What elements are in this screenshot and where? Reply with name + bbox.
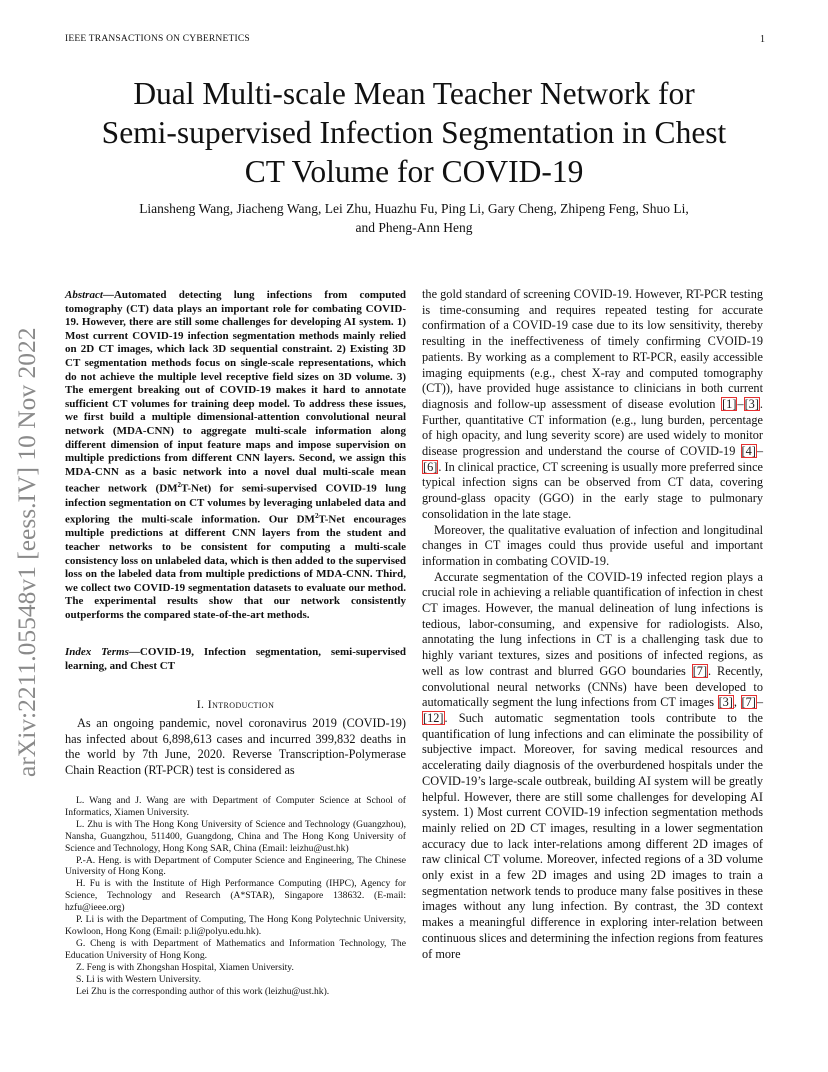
author-line: Liansheng Wang, Jiacheng Wang, Lei Zhu, Huazhu Fu, Ping Li, Gary Cheng, Zhipeng Feng, Shuo Li, [139,201,689,216]
text: , [733,695,741,710]
text: Accurate segmentation of the COVID-19 infected region plays a crucial role in achieving a reliable quantification of infection in chest CT images. However, the manual delineation of lung infections is tedious, labor-consuming, and expensive for radiologists. Also, annotating the lung infections in CT is a challenging task due to highly variant textures, sizes and positions of infected regions, as well as low contrast and blurred GGO boundaries [422,569,763,678]
text: the gold standard of screening COVID-19. However, RT-PCR testing is time-consuming and requires repeated testing for accurate confirmation of a COVID-19 case due to its low sensitivity, thereby resulting in the ineffectiveness of timely confirming CVOID-19 patients. By working as a complement to RT-PCR, easily accessible imaging equipments (e.g., chest X-ray and computed tomography (CT)), have provided huge assistance to clinicians in both current diagnosis and follow-up assessment of disease evolution [422,287,763,411]
citation-link[interactable]: [6] [423,459,438,474]
text: – [756,444,763,459]
footnote: L. Zhu is with The Hong Kong University of Science and Technology (Guangzhou), Nansha, Guangzhou, 511400, Guangdong, China and The Hong Kong University of Science and Technology, Hong Kong SAR, China (Email: leizhu@ust.hk) [65,818,406,854]
footnote: L. Wang and J. Wang are with Department of Computer Science at School of Informatics, Xiamen University. [65,795,406,818]
author-list [60,199,768,237]
text: . In clinical practice, CT screening is usually more preferred since typical infection signs can be observed from CT data, covering ground-glass opacity (GGO) in the early stage to pulmonary consolidation in the late stage. [422,459,763,521]
text: – [737,396,744,411]
footnote: Z. Feng is with Zhongshan Hospital, Xiamen University. [76,961,294,973]
text: . Recently, convolutional neural networks (CNNs) have been developed to automatically segment the lung infections from CT images [422,663,763,710]
abstract [65,289,406,623]
superscript: 2 [314,512,319,521]
abstract-text: T-Net encourages multiple predictions at different CNN layers from the student and teacher networks to be consistent for computing a multi-scale consistency loss on unlabeled data, which is then added to the supervised loss on the labeled data from multiple predictions of MDA-CNN. Third, we collect two COVID-19 segmentation datasets to evaluate our method. The experimental results show that our network consistently outperforms the compared state-of-the-art methods. [65,513,406,621]
abstract-lead: Abstract [65,289,103,301]
page-number: 1 [760,34,765,45]
footnotes [65,795,406,997]
author-line: and Pheng-Ann Heng [355,220,473,235]
text: . Such automatic segmentation tools contribute to the quantification of lung infections and can eliminate the possibility of subjective impact. Moreover, for saving medical resources and accelerating daily diagnosis of the overburdened hospitals under the COVID-19’s large-scale outbreak, building AI system will be greatly helpful. However, there are still some challenges for developing AI system. 1) Most current COVID-19 infection segmentation methods mainly relied on 2D CT images, resulting in a lower segmentation accuracy due to lack inter-relations among different 2D images of raw clinical CT volume. Moreover, infected regions of a 3D volume only exist in a few 2D images and using 2D images to train a segmentation network tends to produce many false positives in these images without any lung infection. By contrast, the 3D context makes a meaningful difference in exploring inter-relation between continuous slices and determining the infection regions from features of more [422,710,763,961]
paragraph: As an ongoing pandemic, novel coronavirus 2019 (COVID-19) has infected about 6,898,613 cases and incurred 399,832 deaths in the world by 7th June, 2020. Reverse Transcription-Polymerase Chain Reaction (RT-PCR) test is considered as [65,716,406,778]
index-terms [65,646,406,673]
section-title: Introduction [207,697,275,711]
title-line: CT Volume for COVID-19 [244,154,584,189]
arxiv-stamp [8,280,48,780]
footnote: H. Fu is with the Institute of High Performance Computing (IHPC), Agency for Science, Technology and Research (A*STAR), Singapore 138632. (E-mail: hzfu@ieee.org) [65,878,406,914]
introduction-left [65,716,406,779]
footnote: P. Li is with the Department of Computing, The Hong Kong Polytechnic University, Kowloon, Hong Kong (Email: p.li@polyu.edu.hk). [65,914,406,937]
citation-link[interactable]: [7] [692,663,708,678]
footnote: S. Li is with Western University. [76,973,202,985]
title-line: Dual Multi-scale Mean Teacher Network for [133,76,695,111]
footnote: P.-A. Heng. is with Department of Computer Science and Engineering, The Chinese University of Hong Kong. [65,854,406,878]
citation-link[interactable]: [3] [744,396,759,411]
section-number: I. [196,697,205,711]
index-terms-text: —COVID-19, Infection segmentation, semi-supervised learning, and Chest CT [65,646,406,672]
citation-link[interactable]: [12] [423,710,444,725]
paragraph: Moreover, the qualitative evaluation of infection and longitudinal changes in CT images could thus provide useful and important information in combating COVID-19. [422,522,763,568]
paper-title [60,74,768,191]
text: . Further, quantitative CT information (e.g., lung burden, percentage of high opacity, and lung severity score) are used widely to monitor disease progression and understand the course of COVID-19 [422,396,763,459]
arxiv-identifier: arXiv:2211.05548v1 [eess.IV] 10 Nov 2022 [12,327,41,777]
text: – [756,695,763,710]
footnote: Lei Zhu is the corresponding author of this work (leizhu@ust.hk). [76,985,330,997]
abstract-text: T-Net) for semi-supervised COVID-19 lung infection segmentation on CT volumes by leveraging unlabeled data and exploring the multi-scale information. Our DM [65,482,406,526]
citation-link[interactable]: [1] [722,396,737,411]
running-header: IEEE TRANSACTIONS ON CYBERNETICS [65,34,250,44]
citation-link[interactable]: [4] [741,444,756,459]
paragraph [422,287,763,523]
title-line: Semi-supervised Infection Segmentation in Chest [101,115,727,150]
paragraph [422,570,763,963]
section-heading [65,697,406,712]
citation-link[interactable]: [3] [718,695,733,710]
footnote: G. Cheng is with Department of Mathematics and Information Technology, The Education University of Hong Kong. [65,937,406,961]
index-terms-lead: Index Terms [65,646,129,658]
abstract-text: —Automated detecting lung infections from computed tomography (CT) data plays an important role for combating COVID-19. However, there are still some challenges for developing AI system. 1) Most current COVID-19 infection segmentation methods mainly relied on 2D CT images, which lack 3D sequential constraint. 2) Existing 3D CT segmentation methods focus on single-scale representations, which do not achieve the multiple level receptive field sizes on 3D volume. 3) The emergent breaking out of COVID-19 makes it hard to annotate sufficient CT volumes for training deep model. To address these issues, we first build a multiple dimensional-attention convolutional neural network (MDA-CNN) to aggregate multi-scale information along different dimension of input feature maps and impose supervision on multiple predictions from different CNN layers. Second, we assign this MDA-CNN as a basic network into a novel dual multi-scale mean teacher network (DM [65,289,406,495]
citation-link[interactable]: [7] [741,695,756,710]
superscript: 2 [177,481,182,490]
introduction-right [422,287,763,962]
